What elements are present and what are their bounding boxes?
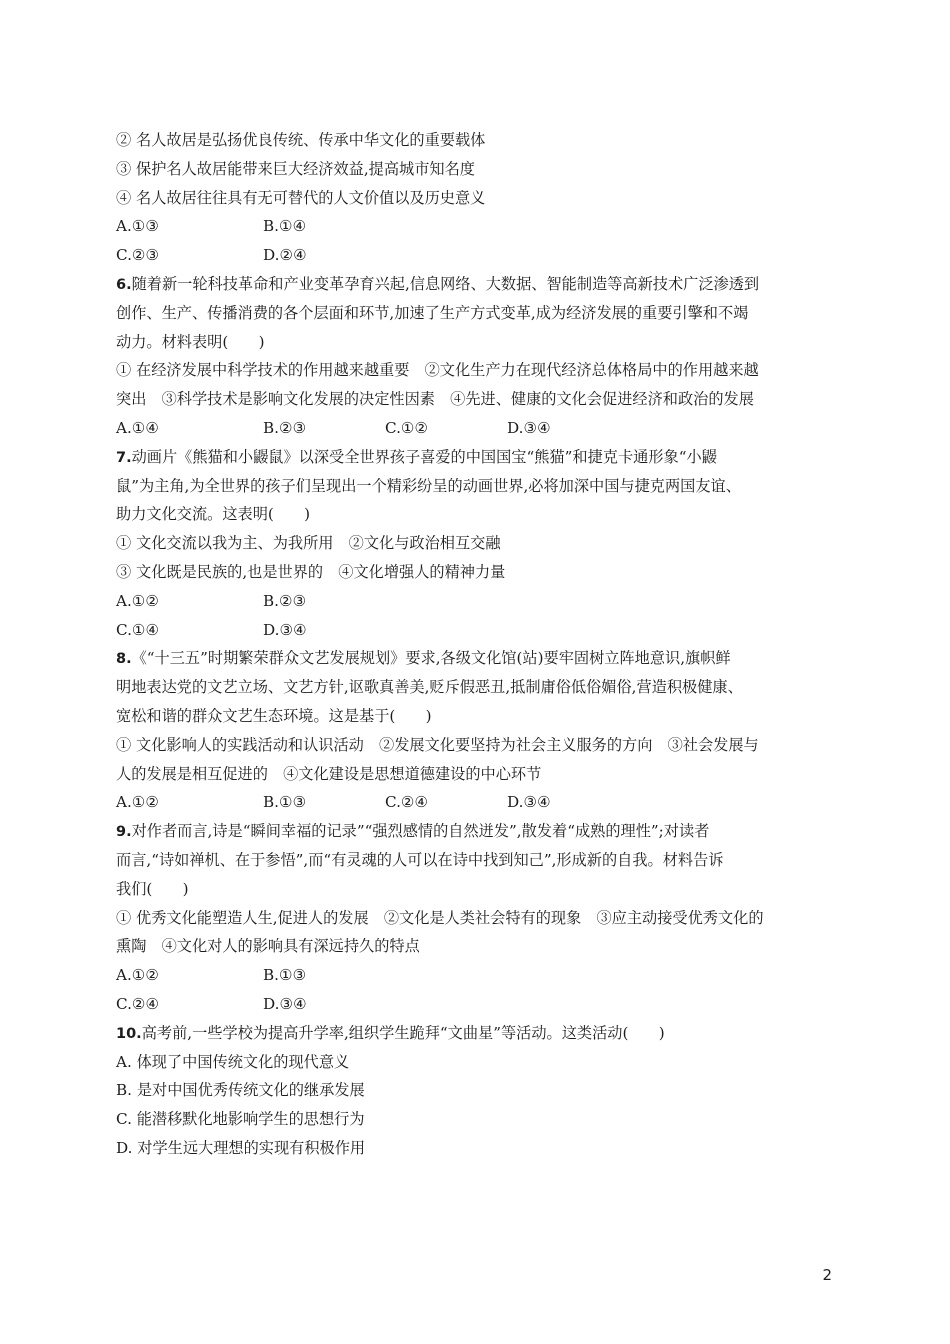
stem-line: 我们( ) — [116, 879, 189, 898]
page-number: 2 — [822, 1266, 832, 1284]
question-number: 6. — [116, 276, 132, 293]
options-row — [116, 961, 836, 990]
statement-3: ③ 保护名人故居能带来巨大经济效益,提高城市知名度 — [116, 159, 475, 178]
option-b: B.②③ — [263, 418, 307, 437]
choice-c: C. 能潜移默化地影响学生的思想行为 — [116, 1110, 365, 1129]
option-d: D.③④ — [507, 793, 551, 812]
option-a: A.①② — [116, 966, 160, 985]
option-c: C.②③ — [116, 246, 160, 265]
options-row — [116, 788, 836, 817]
statement-line: ① 文化影响人的实践活动和认识活动 ②发展文化要坚持为社会主义服务的方向 ③社会发展与 — [116, 735, 759, 754]
statement-line: ① 在经济发展中科学技术的作用越来越重要 ②文化生产力在现代经济总体格局中的作用越来越 — [116, 361, 759, 380]
stem-line: 高考前,一些学校为提高升学率,组织学生跪拜“文曲星”等活动。这类活动( ) — [141, 1023, 665, 1042]
stem-line: 助力文化交流。这表明( ) — [116, 505, 311, 524]
choice-a: A. 体现了中国传统文化的现代意义 — [116, 1052, 350, 1071]
stem-line: 动力。材料表明( ) — [116, 332, 265, 351]
option-c: C.②④ — [116, 994, 160, 1013]
option-d: D.③④ — [507, 418, 551, 437]
option-d: D.③④ — [263, 994, 307, 1013]
stem-line: 随着新一轮科技革命和产业变革孕育兴起,信息网络、大数据、智能制造等高新技术广泛渗透到 — [131, 274, 760, 293]
option-a: A.①③ — [116, 217, 160, 236]
question-8-stem — [116, 644, 836, 673]
options-row — [116, 414, 836, 443]
stem-line: 宽松和谐的群众文艺生态环境。这是基于( ) — [116, 706, 432, 725]
option-c: C.①④ — [116, 620, 160, 639]
question-number: 9. — [116, 824, 132, 841]
option-b: B.①③ — [263, 966, 307, 985]
question-content — [116, 126, 836, 1163]
option-a: A.①② — [116, 793, 160, 812]
option-d: D.②④ — [263, 246, 307, 265]
statement-line: ① 文化交流以我为主、为我所用 ②文化与政治相互交融 — [116, 534, 501, 553]
options-row — [116, 212, 836, 241]
statement-4: ④ 名人故居往往具有无可替代的人文价值以及历史意义 — [116, 188, 486, 207]
question-7-stem — [116, 443, 836, 472]
choice-d: D. 对学生远大理想的实现有积极作用 — [116, 1138, 366, 1157]
stem-line: 而言,“诗如禅机、在于参悟”,而“有灵魂的人可以在诗中找到知己”,形成新的自我。材料告诉 — [116, 850, 724, 869]
option-a: A.①② — [116, 591, 160, 610]
statement-line: ③ 文化既是民族的,也是世界的 ④文化增强人的精神力量 — [116, 562, 506, 581]
stem-line: 鼠”为主角,为全世界的孩子们呈现出一个精彩纷呈的动画世界,必将加深中国与捷克两国友谊、 — [116, 476, 741, 495]
question-number: 10. — [116, 1025, 142, 1042]
option-b: B.①③ — [263, 793, 307, 812]
statement-2: ② 名人故居是弘扬优良传统、传承中华文化的重要载体 — [116, 131, 486, 149]
question-10-stem — [116, 1019, 836, 1048]
statement-line: 熏陶 ④文化对人的影响具有深远持久的特点 — [116, 937, 420, 956]
options-row — [116, 587, 836, 616]
stem-line: 对作者而言,诗是“瞬间幸福的记录”“强烈感情的自然迸发”,散发着“成熟的理性”;对读者 — [131, 822, 710, 841]
statement-line: ① 优秀文化能塑造人生,促进人的发展 ②文化是人类社会特有的现象 ③应主动接受优秀文化的 — [116, 908, 764, 927]
option-c: C.①② — [385, 418, 429, 437]
stem-line: 明地表达党的文艺立场、文艺方针,讴歌真善美,贬斥假恶丑,抵制庸俗低俗媚俗,营造积极健康、 — [116, 678, 743, 697]
options-row — [116, 616, 836, 645]
choice-b: B. 是对中国优秀传统文化的继承发展 — [116, 1081, 365, 1100]
statement-line: 突出 ③科学技术是影响文化发展的决定性因素 ④先进、健康的文化会促进经济和政治的发展 — [116, 390, 754, 409]
options-row — [116, 241, 836, 270]
stem-line: 创作、生产、传播消费的各个层面和环节,加速了生产方式变革,成为经济发展的重要引擎和不竭 — [116, 303, 749, 322]
option-b: B.②③ — [263, 591, 307, 610]
question-9-stem — [116, 817, 836, 846]
option-d: D.③④ — [263, 620, 307, 639]
option-c: C.②④ — [385, 793, 429, 812]
stem-line: 《“十三五”时期繁荣群众文艺发展规划》要求,各级文化馆(站)要牢固树立阵地意识,旗帜鲜 — [131, 649, 731, 668]
question-number: 7. — [116, 449, 132, 466]
statement-line: 人的发展是相互促进的 ④文化建设是思想道德建设的中心环节 — [116, 764, 542, 783]
stem-line: 动画片《熊猫和小鼹鼠》以深受全世界孩子喜爱的中国国宝“熊猫”和捷克卡通形象“小鼹 — [131, 447, 717, 466]
options-row — [116, 990, 836, 1019]
option-b: B.①④ — [263, 217, 307, 236]
question-number: 8. — [116, 651, 132, 668]
option-a: A.①④ — [116, 418, 160, 437]
question-6-stem — [116, 270, 836, 299]
